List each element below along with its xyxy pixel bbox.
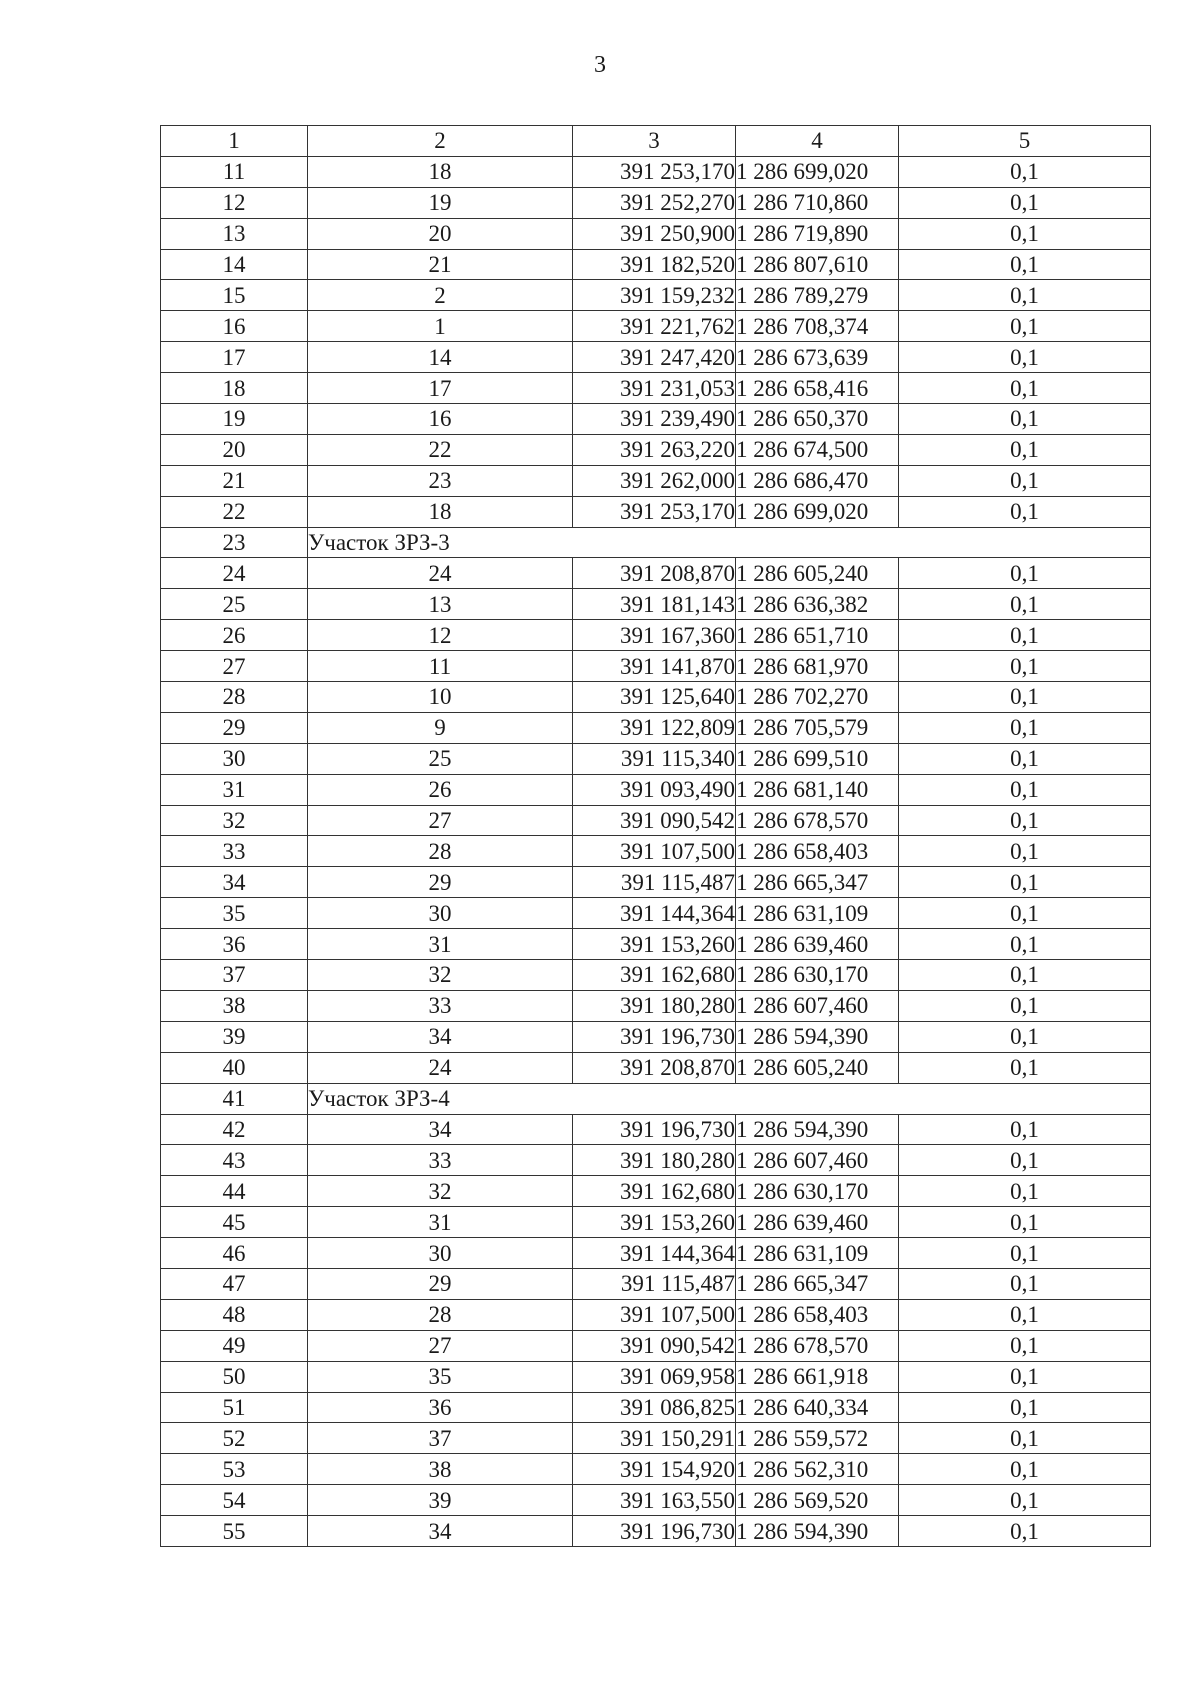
row-number: 23 bbox=[161, 527, 308, 558]
accuracy-value: 0,1 bbox=[899, 743, 1151, 774]
row-number: 47 bbox=[161, 1268, 308, 1299]
x-coordinate: 391 125,640 bbox=[573, 682, 736, 713]
x-coordinate: 391 093,490 bbox=[573, 774, 736, 805]
y-coordinate: 1 286 569,520 bbox=[736, 1485, 899, 1516]
accuracy-value: 0,1 bbox=[899, 1052, 1151, 1083]
point-number: 12 bbox=[308, 620, 573, 651]
table-row bbox=[161, 1021, 1151, 1052]
page-number: 3 bbox=[594, 52, 606, 78]
row-number: 50 bbox=[161, 1361, 308, 1392]
accuracy-value: 0,1 bbox=[899, 434, 1151, 465]
row-number: 40 bbox=[161, 1052, 308, 1083]
x-coordinate: 391 262,000 bbox=[573, 465, 736, 496]
y-coordinate: 1 286 631,109 bbox=[736, 898, 899, 929]
y-coordinate: 1 286 650,370 bbox=[736, 404, 899, 435]
y-coordinate: 1 286 681,970 bbox=[736, 651, 899, 682]
point-number: 11 bbox=[308, 651, 573, 682]
x-coordinate: 391 247,420 bbox=[573, 342, 736, 373]
y-coordinate: 1 286 607,460 bbox=[736, 990, 899, 1021]
table-row bbox=[161, 434, 1151, 465]
point-number: 35 bbox=[308, 1361, 573, 1392]
point-number: 30 bbox=[308, 898, 573, 929]
table-row bbox=[161, 589, 1151, 620]
point-number: 16 bbox=[308, 404, 573, 435]
column-header: 3 bbox=[573, 126, 736, 157]
point-number: 28 bbox=[308, 1299, 573, 1330]
row-number: 32 bbox=[161, 805, 308, 836]
x-coordinate: 391 263,220 bbox=[573, 434, 736, 465]
y-coordinate: 1 286 710,860 bbox=[736, 187, 899, 218]
y-coordinate: 1 286 594,390 bbox=[736, 1114, 899, 1145]
accuracy-value: 0,1 bbox=[899, 867, 1151, 898]
x-coordinate: 391 167,360 bbox=[573, 620, 736, 651]
row-number: 17 bbox=[161, 342, 308, 373]
x-coordinate: 391 180,280 bbox=[573, 990, 736, 1021]
point-number: 24 bbox=[308, 558, 573, 589]
y-coordinate: 1 286 658,403 bbox=[736, 836, 899, 867]
y-coordinate: 1 286 678,570 bbox=[736, 1330, 899, 1361]
section-title: Участок ЗРЗ-3 bbox=[308, 527, 1151, 558]
accuracy-value: 0,1 bbox=[899, 1330, 1151, 1361]
y-coordinate: 1 286 594,390 bbox=[736, 1021, 899, 1052]
y-coordinate: 1 286 665,347 bbox=[736, 1268, 899, 1299]
row-number: 19 bbox=[161, 404, 308, 435]
column-header: 2 bbox=[308, 126, 573, 157]
y-coordinate: 1 286 631,109 bbox=[736, 1238, 899, 1269]
y-coordinate: 1 286 686,470 bbox=[736, 465, 899, 496]
y-coordinate: 1 286 562,310 bbox=[736, 1454, 899, 1485]
table-row bbox=[161, 929, 1151, 960]
y-coordinate: 1 286 705,579 bbox=[736, 712, 899, 743]
column-header: 1 bbox=[161, 126, 308, 157]
row-number: 27 bbox=[161, 651, 308, 682]
point-number: 33 bbox=[308, 1145, 573, 1176]
table-row bbox=[161, 1392, 1151, 1423]
x-coordinate: 391 231,053 bbox=[573, 373, 736, 404]
point-number: 25 bbox=[308, 743, 573, 774]
row-number: 14 bbox=[161, 249, 308, 280]
row-number: 39 bbox=[161, 1021, 308, 1052]
y-coordinate: 1 286 605,240 bbox=[736, 1052, 899, 1083]
table-row bbox=[161, 1238, 1151, 1269]
table-row bbox=[161, 558, 1151, 589]
x-coordinate: 391 208,870 bbox=[573, 558, 736, 589]
row-number: 29 bbox=[161, 712, 308, 743]
x-coordinate: 391 069,958 bbox=[573, 1361, 736, 1392]
column-header: 4 bbox=[736, 126, 899, 157]
point-number: 18 bbox=[308, 156, 573, 187]
y-coordinate: 1 286 639,460 bbox=[736, 1207, 899, 1238]
point-number: 28 bbox=[308, 836, 573, 867]
y-coordinate: 1 286 661,918 bbox=[736, 1361, 899, 1392]
x-coordinate: 391 144,364 bbox=[573, 1238, 736, 1269]
row-number: 55 bbox=[161, 1516, 308, 1547]
table-row bbox=[161, 774, 1151, 805]
x-coordinate: 391 154,920 bbox=[573, 1454, 736, 1485]
y-coordinate: 1 286 807,610 bbox=[736, 249, 899, 280]
row-number: 35 bbox=[161, 898, 308, 929]
table-row bbox=[161, 156, 1151, 187]
point-number: 20 bbox=[308, 218, 573, 249]
table-row bbox=[161, 311, 1151, 342]
table-row bbox=[161, 960, 1151, 991]
row-number: 54 bbox=[161, 1485, 308, 1516]
accuracy-value: 0,1 bbox=[899, 1145, 1151, 1176]
point-number: 17 bbox=[308, 373, 573, 404]
table-row bbox=[161, 898, 1151, 929]
point-number: 36 bbox=[308, 1392, 573, 1423]
x-coordinate: 391 086,825 bbox=[573, 1392, 736, 1423]
accuracy-value: 0,1 bbox=[899, 218, 1151, 249]
x-coordinate: 391 162,680 bbox=[573, 960, 736, 991]
x-coordinate: 391 253,170 bbox=[573, 496, 736, 527]
accuracy-value: 0,1 bbox=[899, 589, 1151, 620]
point-number: 26 bbox=[308, 774, 573, 805]
x-coordinate: 391 153,260 bbox=[573, 929, 736, 960]
accuracy-value: 0,1 bbox=[899, 1176, 1151, 1207]
accuracy-value: 0,1 bbox=[899, 1423, 1151, 1454]
point-number: 18 bbox=[308, 496, 573, 527]
table-row bbox=[161, 1485, 1151, 1516]
row-number: 25 bbox=[161, 589, 308, 620]
y-coordinate: 1 286 658,403 bbox=[736, 1299, 899, 1330]
x-coordinate: 391 239,490 bbox=[573, 404, 736, 435]
row-number: 42 bbox=[161, 1114, 308, 1145]
point-number: 14 bbox=[308, 342, 573, 373]
accuracy-value: 0,1 bbox=[899, 805, 1151, 836]
y-coordinate: 1 286 789,279 bbox=[736, 280, 899, 311]
x-coordinate: 391 221,762 bbox=[573, 311, 736, 342]
accuracy-value: 0,1 bbox=[899, 774, 1151, 805]
x-coordinate: 391 250,900 bbox=[573, 218, 736, 249]
y-coordinate: 1 286 681,140 bbox=[736, 774, 899, 805]
accuracy-value: 0,1 bbox=[899, 1268, 1151, 1299]
accuracy-value: 0,1 bbox=[899, 960, 1151, 991]
accuracy-value: 0,1 bbox=[899, 187, 1151, 218]
accuracy-value: 0,1 bbox=[899, 465, 1151, 496]
row-number: 28 bbox=[161, 682, 308, 713]
table-row bbox=[161, 1145, 1151, 1176]
table-row bbox=[161, 187, 1151, 218]
table-row bbox=[161, 990, 1151, 1021]
point-number: 29 bbox=[308, 1268, 573, 1299]
point-number: 22 bbox=[308, 434, 573, 465]
point-number: 19 bbox=[308, 187, 573, 218]
accuracy-value: 0,1 bbox=[899, 1114, 1151, 1145]
row-number: 41 bbox=[161, 1083, 308, 1114]
point-number: 32 bbox=[308, 960, 573, 991]
table-row bbox=[161, 280, 1151, 311]
point-number: 31 bbox=[308, 929, 573, 960]
row-number: 43 bbox=[161, 1145, 308, 1176]
coordinates-table bbox=[160, 125, 1151, 1547]
point-number: 24 bbox=[308, 1052, 573, 1083]
x-coordinate: 391 141,870 bbox=[573, 651, 736, 682]
accuracy-value: 0,1 bbox=[899, 682, 1151, 713]
y-coordinate: 1 286 699,510 bbox=[736, 743, 899, 774]
accuracy-value: 0,1 bbox=[899, 1454, 1151, 1485]
row-number: 22 bbox=[161, 496, 308, 527]
accuracy-value: 0,1 bbox=[899, 558, 1151, 589]
accuracy-value: 0,1 bbox=[899, 311, 1151, 342]
x-coordinate: 391 153,260 bbox=[573, 1207, 736, 1238]
table-row bbox=[161, 1454, 1151, 1485]
x-coordinate: 391 208,870 bbox=[573, 1052, 736, 1083]
accuracy-value: 0,1 bbox=[899, 651, 1151, 682]
x-coordinate: 391 252,270 bbox=[573, 187, 736, 218]
accuracy-value: 0,1 bbox=[899, 1299, 1151, 1330]
point-number: 30 bbox=[308, 1238, 573, 1269]
row-number: 26 bbox=[161, 620, 308, 651]
point-number: 31 bbox=[308, 1207, 573, 1238]
table-row bbox=[161, 1052, 1151, 1083]
x-coordinate: 391 253,170 bbox=[573, 156, 736, 187]
accuracy-value: 0,1 bbox=[899, 1485, 1151, 1516]
row-number: 33 bbox=[161, 836, 308, 867]
x-coordinate: 391 196,730 bbox=[573, 1114, 736, 1145]
y-coordinate: 1 286 699,020 bbox=[736, 496, 899, 527]
accuracy-value: 0,1 bbox=[899, 404, 1151, 435]
point-number: 9 bbox=[308, 712, 573, 743]
y-coordinate: 1 286 699,020 bbox=[736, 156, 899, 187]
accuracy-value: 0,1 bbox=[899, 1392, 1151, 1423]
row-number: 53 bbox=[161, 1454, 308, 1485]
y-coordinate: 1 286 651,710 bbox=[736, 620, 899, 651]
table-row bbox=[161, 1516, 1151, 1547]
accuracy-value: 0,1 bbox=[899, 249, 1151, 280]
x-coordinate: 391 107,500 bbox=[573, 1299, 736, 1330]
header-row bbox=[161, 126, 1151, 157]
table-row bbox=[161, 1268, 1151, 1299]
point-number: 1 bbox=[308, 311, 573, 342]
y-coordinate: 1 286 658,416 bbox=[736, 373, 899, 404]
table-row bbox=[161, 1176, 1151, 1207]
table-row bbox=[161, 682, 1151, 713]
point-number: 34 bbox=[308, 1516, 573, 1547]
point-number: 27 bbox=[308, 805, 573, 836]
point-number: 10 bbox=[308, 682, 573, 713]
table-row bbox=[161, 1207, 1151, 1238]
table-row bbox=[161, 836, 1151, 867]
row-number: 38 bbox=[161, 990, 308, 1021]
x-coordinate: 391 196,730 bbox=[573, 1516, 736, 1547]
section-row bbox=[161, 527, 1151, 558]
x-coordinate: 391 122,809 bbox=[573, 712, 736, 743]
table-row bbox=[161, 712, 1151, 743]
row-number: 34 bbox=[161, 867, 308, 898]
accuracy-value: 0,1 bbox=[899, 712, 1151, 743]
row-number: 31 bbox=[161, 774, 308, 805]
table-row bbox=[161, 1330, 1151, 1361]
accuracy-value: 0,1 bbox=[899, 898, 1151, 929]
table-row bbox=[161, 620, 1151, 651]
x-coordinate: 391 090,542 bbox=[573, 805, 736, 836]
accuracy-value: 0,1 bbox=[899, 1361, 1151, 1392]
y-coordinate: 1 286 702,270 bbox=[736, 682, 899, 713]
row-number: 48 bbox=[161, 1299, 308, 1330]
accuracy-value: 0,1 bbox=[899, 836, 1151, 867]
point-number: 23 bbox=[308, 465, 573, 496]
point-number: 29 bbox=[308, 867, 573, 898]
x-coordinate: 391 107,500 bbox=[573, 836, 736, 867]
row-number: 11 bbox=[161, 156, 308, 187]
point-number: 39 bbox=[308, 1485, 573, 1516]
accuracy-value: 0,1 bbox=[899, 280, 1151, 311]
x-coordinate: 391 090,542 bbox=[573, 1330, 736, 1361]
y-coordinate: 1 286 594,390 bbox=[736, 1516, 899, 1547]
table-body bbox=[161, 126, 1151, 1547]
accuracy-value: 0,1 bbox=[899, 1516, 1151, 1547]
x-coordinate: 391 162,680 bbox=[573, 1176, 736, 1207]
y-coordinate: 1 286 640,334 bbox=[736, 1392, 899, 1423]
row-number: 37 bbox=[161, 960, 308, 991]
accuracy-value: 0,1 bbox=[899, 1238, 1151, 1269]
accuracy-value: 0,1 bbox=[899, 1021, 1151, 1052]
table-row bbox=[161, 805, 1151, 836]
x-coordinate: 391 144,364 bbox=[573, 898, 736, 929]
table-row bbox=[161, 465, 1151, 496]
x-coordinate: 391 182,520 bbox=[573, 249, 736, 280]
accuracy-value: 0,1 bbox=[899, 620, 1151, 651]
accuracy-value: 0,1 bbox=[899, 929, 1151, 960]
row-number: 16 bbox=[161, 311, 308, 342]
row-number: 20 bbox=[161, 434, 308, 465]
column-header: 5 bbox=[899, 126, 1151, 157]
x-coordinate: 391 180,280 bbox=[573, 1145, 736, 1176]
x-coordinate: 391 115,487 bbox=[573, 1268, 736, 1299]
row-number: 12 bbox=[161, 187, 308, 218]
y-coordinate: 1 286 639,460 bbox=[736, 929, 899, 960]
row-number: 24 bbox=[161, 558, 308, 589]
accuracy-value: 0,1 bbox=[899, 496, 1151, 527]
x-coordinate: 391 150,291 bbox=[573, 1423, 736, 1454]
row-number: 30 bbox=[161, 743, 308, 774]
y-coordinate: 1 286 708,374 bbox=[736, 311, 899, 342]
point-number: 34 bbox=[308, 1114, 573, 1145]
point-number: 33 bbox=[308, 990, 573, 1021]
point-number: 37 bbox=[308, 1423, 573, 1454]
table-row bbox=[161, 867, 1151, 898]
x-coordinate: 391 163,550 bbox=[573, 1485, 736, 1516]
row-number: 18 bbox=[161, 373, 308, 404]
accuracy-value: 0,1 bbox=[899, 342, 1151, 373]
row-number: 51 bbox=[161, 1392, 308, 1423]
point-number: 32 bbox=[308, 1176, 573, 1207]
y-coordinate: 1 286 607,460 bbox=[736, 1145, 899, 1176]
point-number: 13 bbox=[308, 589, 573, 620]
point-number: 34 bbox=[308, 1021, 573, 1052]
section-row bbox=[161, 1083, 1151, 1114]
table-row bbox=[161, 1114, 1151, 1145]
table-row bbox=[161, 1299, 1151, 1330]
table-row bbox=[161, 249, 1151, 280]
y-coordinate: 1 286 559,572 bbox=[736, 1423, 899, 1454]
x-coordinate: 391 159,232 bbox=[573, 280, 736, 311]
row-number: 15 bbox=[161, 280, 308, 311]
x-coordinate: 391 196,730 bbox=[573, 1021, 736, 1052]
y-coordinate: 1 286 719,890 bbox=[736, 218, 899, 249]
section-title: Участок ЗРЗ-4 bbox=[308, 1083, 1151, 1114]
y-coordinate: 1 286 674,500 bbox=[736, 434, 899, 465]
x-coordinate: 391 181,143 bbox=[573, 589, 736, 620]
row-number: 52 bbox=[161, 1423, 308, 1454]
y-coordinate: 1 286 678,570 bbox=[736, 805, 899, 836]
y-coordinate: 1 286 605,240 bbox=[736, 558, 899, 589]
table-row bbox=[161, 342, 1151, 373]
y-coordinate: 1 286 636,382 bbox=[736, 589, 899, 620]
row-number: 13 bbox=[161, 218, 308, 249]
x-coordinate: 391 115,340 bbox=[573, 743, 736, 774]
y-coordinate: 1 286 673,639 bbox=[736, 342, 899, 373]
table-row bbox=[161, 218, 1151, 249]
table-row bbox=[161, 651, 1151, 682]
y-coordinate: 1 286 630,170 bbox=[736, 1176, 899, 1207]
point-number: 2 bbox=[308, 280, 573, 311]
accuracy-value: 0,1 bbox=[899, 990, 1151, 1021]
point-number: 21 bbox=[308, 249, 573, 280]
y-coordinate: 1 286 630,170 bbox=[736, 960, 899, 991]
table-row bbox=[161, 743, 1151, 774]
point-number: 27 bbox=[308, 1330, 573, 1361]
accuracy-value: 0,1 bbox=[899, 373, 1151, 404]
row-number: 36 bbox=[161, 929, 308, 960]
row-number: 44 bbox=[161, 1176, 308, 1207]
point-number: 38 bbox=[308, 1454, 573, 1485]
y-coordinate: 1 286 665,347 bbox=[736, 867, 899, 898]
row-number: 45 bbox=[161, 1207, 308, 1238]
table-row bbox=[161, 496, 1151, 527]
row-number: 49 bbox=[161, 1330, 308, 1361]
row-number: 46 bbox=[161, 1238, 308, 1269]
table-row bbox=[161, 1423, 1151, 1454]
accuracy-value: 0,1 bbox=[899, 1207, 1151, 1238]
table-row bbox=[161, 404, 1151, 435]
table-row bbox=[161, 1361, 1151, 1392]
accuracy-value: 0,1 bbox=[899, 156, 1151, 187]
x-coordinate: 391 115,487 bbox=[573, 867, 736, 898]
row-number: 21 bbox=[161, 465, 308, 496]
table-row bbox=[161, 373, 1151, 404]
